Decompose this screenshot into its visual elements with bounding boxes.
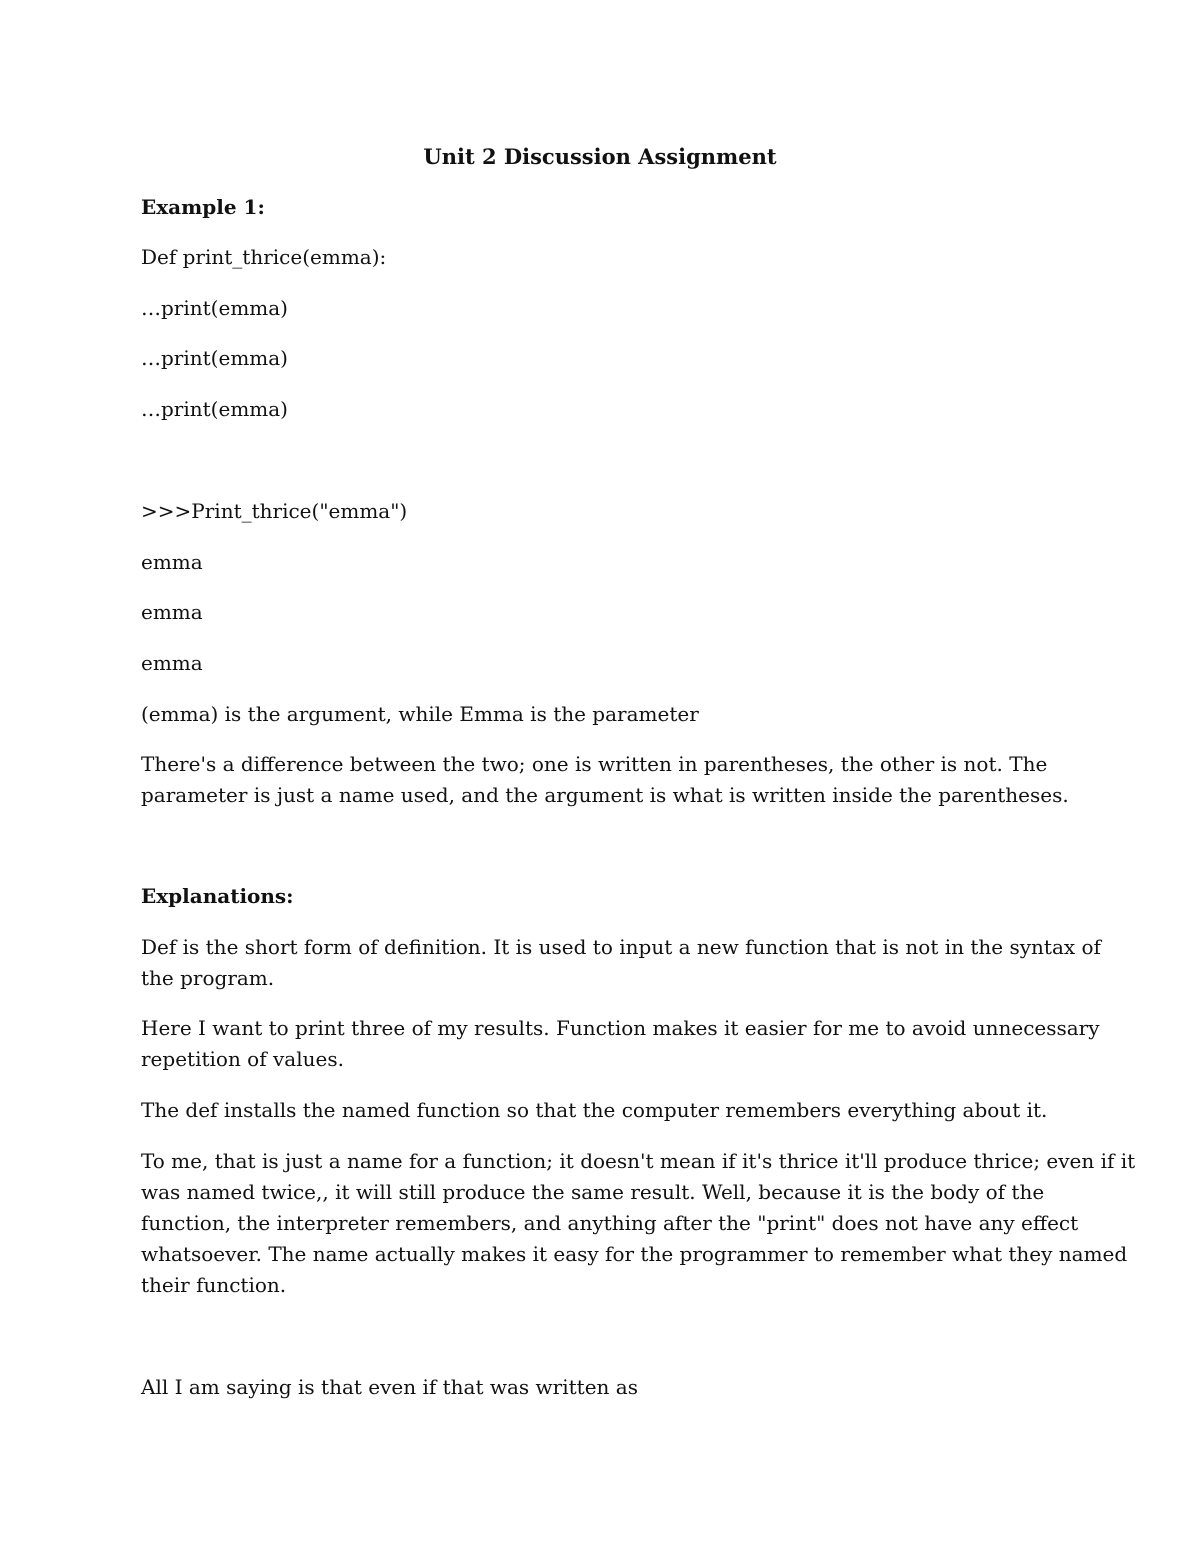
explanations-heading: Explanations:	[141, 884, 294, 908]
closing-line: All I am saying is that even if that was written as	[141, 1375, 638, 1399]
code-def-line: Def print_thrice(emma):	[141, 245, 387, 269]
print-three-line: Here I want to print three of my results. Function makes it easier for me to avoid unnecessary	[141, 1016, 1100, 1040]
name-paragraph-line: was named twice,, it will still produce the same result. Well, because it is the body of the	[141, 1180, 1045, 1204]
installs-line: The def installs the named function so that the computer remembers everything about it.	[141, 1098, 1048, 1122]
def-explanation-line: Def is the short form of definition. It is used to input a new function that is not in the syntax of	[141, 935, 1101, 959]
code-output-line: emma	[141, 600, 203, 624]
document-title: Unit 2 Discussion Assignment	[423, 144, 777, 169]
name-paragraph-line: function, the interpreter remembers, and anything after the "print" does not have any effect	[141, 1211, 1079, 1235]
name-paragraph-line: whatsoever. The name actually makes it easy for the programmer to remember what they named	[141, 1242, 1128, 1266]
code-call-line: >>>Print_thrice("emma")	[141, 499, 408, 523]
name-paragraph-line: To me, that is just a name for a function; it doesn't mean if it's thrice it'll produce thrice; even if it	[141, 1149, 1136, 1173]
difference-line: There's a difference between the two; one is written in parentheses, the other is not. The	[141, 752, 1048, 776]
argument-note: (emma) is the argument, while Emma is the parameter	[141, 702, 699, 726]
example-heading: Example 1:	[141, 195, 265, 219]
code-output-line: emma	[141, 550, 203, 574]
code-body-line: …print(emma)	[141, 296, 288, 320]
code-body-line: …print(emma)	[141, 397, 288, 421]
def-explanation-line: the program.	[141, 966, 275, 990]
code-output-line: emma	[141, 651, 203, 675]
difference-line: parameter is just a name used, and the argument is what is written inside the parentheses.	[141, 783, 1069, 807]
name-paragraph-line: their function.	[141, 1273, 287, 1297]
code-body-line: …print(emma)	[141, 346, 288, 370]
print-three-line: repetition of values.	[141, 1047, 344, 1071]
